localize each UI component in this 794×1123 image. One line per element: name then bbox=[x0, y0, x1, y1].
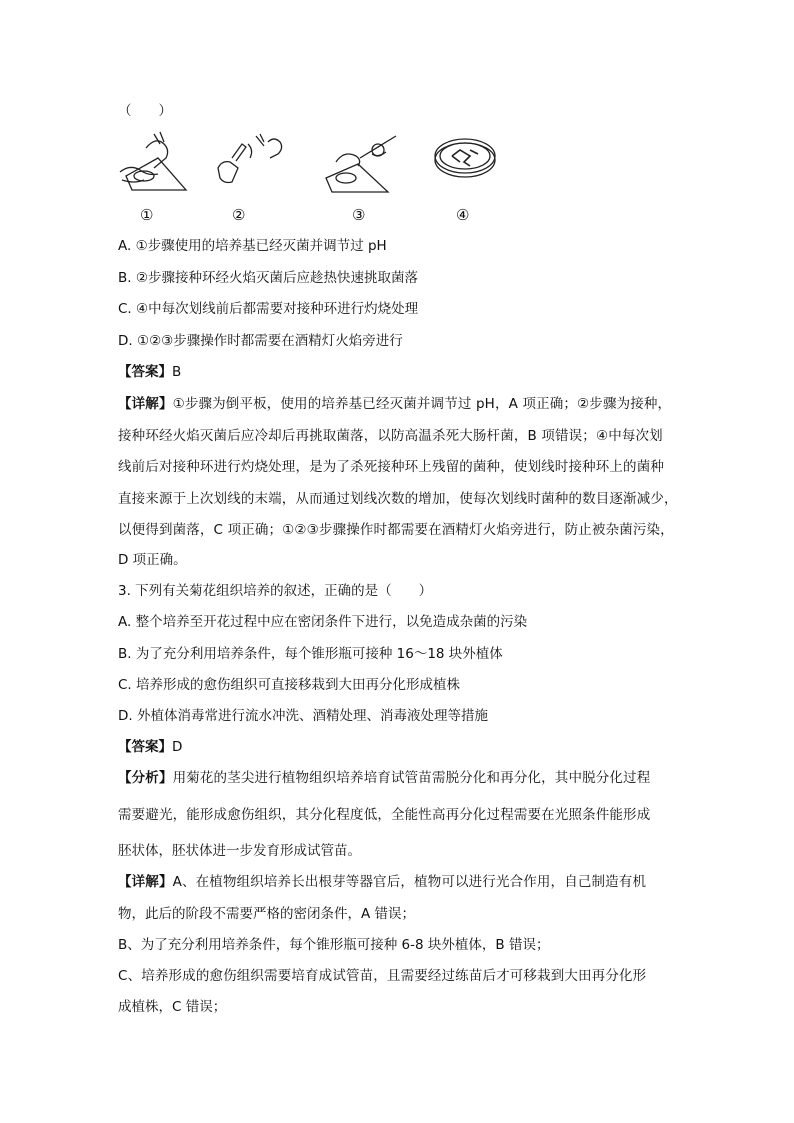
q2-option-a: A. ①步骤使用的培养基已经灭菌并调节过 pH bbox=[118, 238, 387, 254]
figure-label-4: ④ bbox=[456, 206, 470, 224]
q3-detail-line: 物，此后的阶段不需要严格的密闭条件，A 错误； bbox=[118, 906, 416, 922]
q3-detail-line: 【详解】A、在植物组织培养长出根芽等器官后，植物可以进行光合作用，自己制造有机 bbox=[118, 874, 647, 890]
q2-detail-line: 以便得到菌落，C 项正确；①②③步骤操作时都需要在酒精灯火焰旁进行，防止被杂菌污染， bbox=[118, 522, 674, 538]
q2-answer bbox=[118, 362, 181, 382]
q3-option-a: A. 整个培养至开花过程中应在密闭条件下进行，以免造成杂菌的污染 bbox=[118, 614, 528, 630]
q2-option-b: B. ②步骤接种环经火焰灭菌后应趁热快速挑取菌落 bbox=[118, 270, 418, 286]
q2-detail-line: 线前后对接种环进行灼烧处理，是为了杀死接种环上残留的菌种，使划线时接种环上的菌种 bbox=[118, 459, 664, 475]
detail-tag: 【详解】 bbox=[118, 396, 173, 412]
answer-value: B bbox=[172, 364, 182, 380]
answer-value: D bbox=[172, 739, 183, 755]
experiment-figure bbox=[118, 128, 498, 228]
detail-tag: 【详解】 bbox=[118, 874, 173, 890]
figure-label-3: ③ bbox=[352, 206, 366, 224]
q2-detail-line: 接种环经火焰灭菌后应冷却后再挑取菌落，以防高温杀死大肠杆菌，B 项错误；④中每次划 bbox=[118, 428, 663, 444]
answer-tag: 【答案】 bbox=[118, 739, 172, 755]
analysis-tag: 【分析】 bbox=[118, 770, 173, 786]
flaming-loop-illustration bbox=[210, 128, 290, 198]
q3-analysis-line: 【分析】用菊花的茎尖进行植物组织培养培育试管苗需脱分化和再分化，其中脱分化过程 bbox=[118, 770, 651, 786]
q3-option-d: D. 外植体消毒常进行流水冲洗、酒精处理、消毒液处理等措施 bbox=[118, 708, 488, 724]
q3-option-b: B. 为了充分利用培养条件，每个锥形瓶可接种 16～18 块外植体 bbox=[118, 646, 503, 662]
figure-label-2: ② bbox=[232, 206, 246, 224]
q2-option-c: C. ④中每次划线前后都需要对接种环进行灼烧处理 bbox=[118, 301, 419, 317]
q3-analysis-line: 胚状体，胚状体进一步发育形成试管苗。 bbox=[118, 843, 361, 859]
q3-detail-line: B、为了充分利用培养条件，每个锥形瓶可接种 6-8 块外植体，B 错误； bbox=[118, 937, 550, 953]
q3-detail-line: 成植株，C 错误； bbox=[118, 999, 227, 1015]
q3-answer bbox=[118, 737, 182, 757]
q3-detail-line: C、培养形成的愈伤组织需要培育成试管苗，且需要经过练苗后才可移栽到大田再分化形 bbox=[118, 968, 647, 984]
q3-stem: 3. 下列有关菊花组织培养的叙述，正确的是（ ） bbox=[118, 583, 433, 599]
q2-detail-line: 直接来源于上次划线的末端，从而通过划线次数的增加，使每次划线时菌种的数目逐渐减少， bbox=[118, 491, 678, 507]
q3-analysis-line: 需要避光，能形成愈伤组织，其分化程度低，全能性高再分化过程需要在光照条件能形成 bbox=[118, 807, 651, 823]
q2-detail-line: 【详解】①步骤为倒平板，使用的培养基已经灭菌并调节过 pH，A 项正确；②步骤为接种， bbox=[118, 396, 672, 412]
petri-dish-illustration bbox=[430, 128, 500, 188]
answer-tag: 【答案】 bbox=[118, 364, 172, 380]
q2-detail-line: D 项正确。 bbox=[118, 552, 187, 568]
answer-paren: （ ） bbox=[118, 103, 172, 119]
q3-option-c: C. 培养形成的愈伤组织可直接移栽到大田再分化形成植株 bbox=[118, 677, 461, 693]
streaking-illustration bbox=[316, 128, 406, 198]
q2-option-d: D. ①②③步骤操作时都需要在酒精灯火焰旁进行 bbox=[118, 333, 403, 349]
figure-label-1: ① bbox=[140, 206, 154, 224]
pouring-plate-illustration bbox=[118, 128, 198, 198]
